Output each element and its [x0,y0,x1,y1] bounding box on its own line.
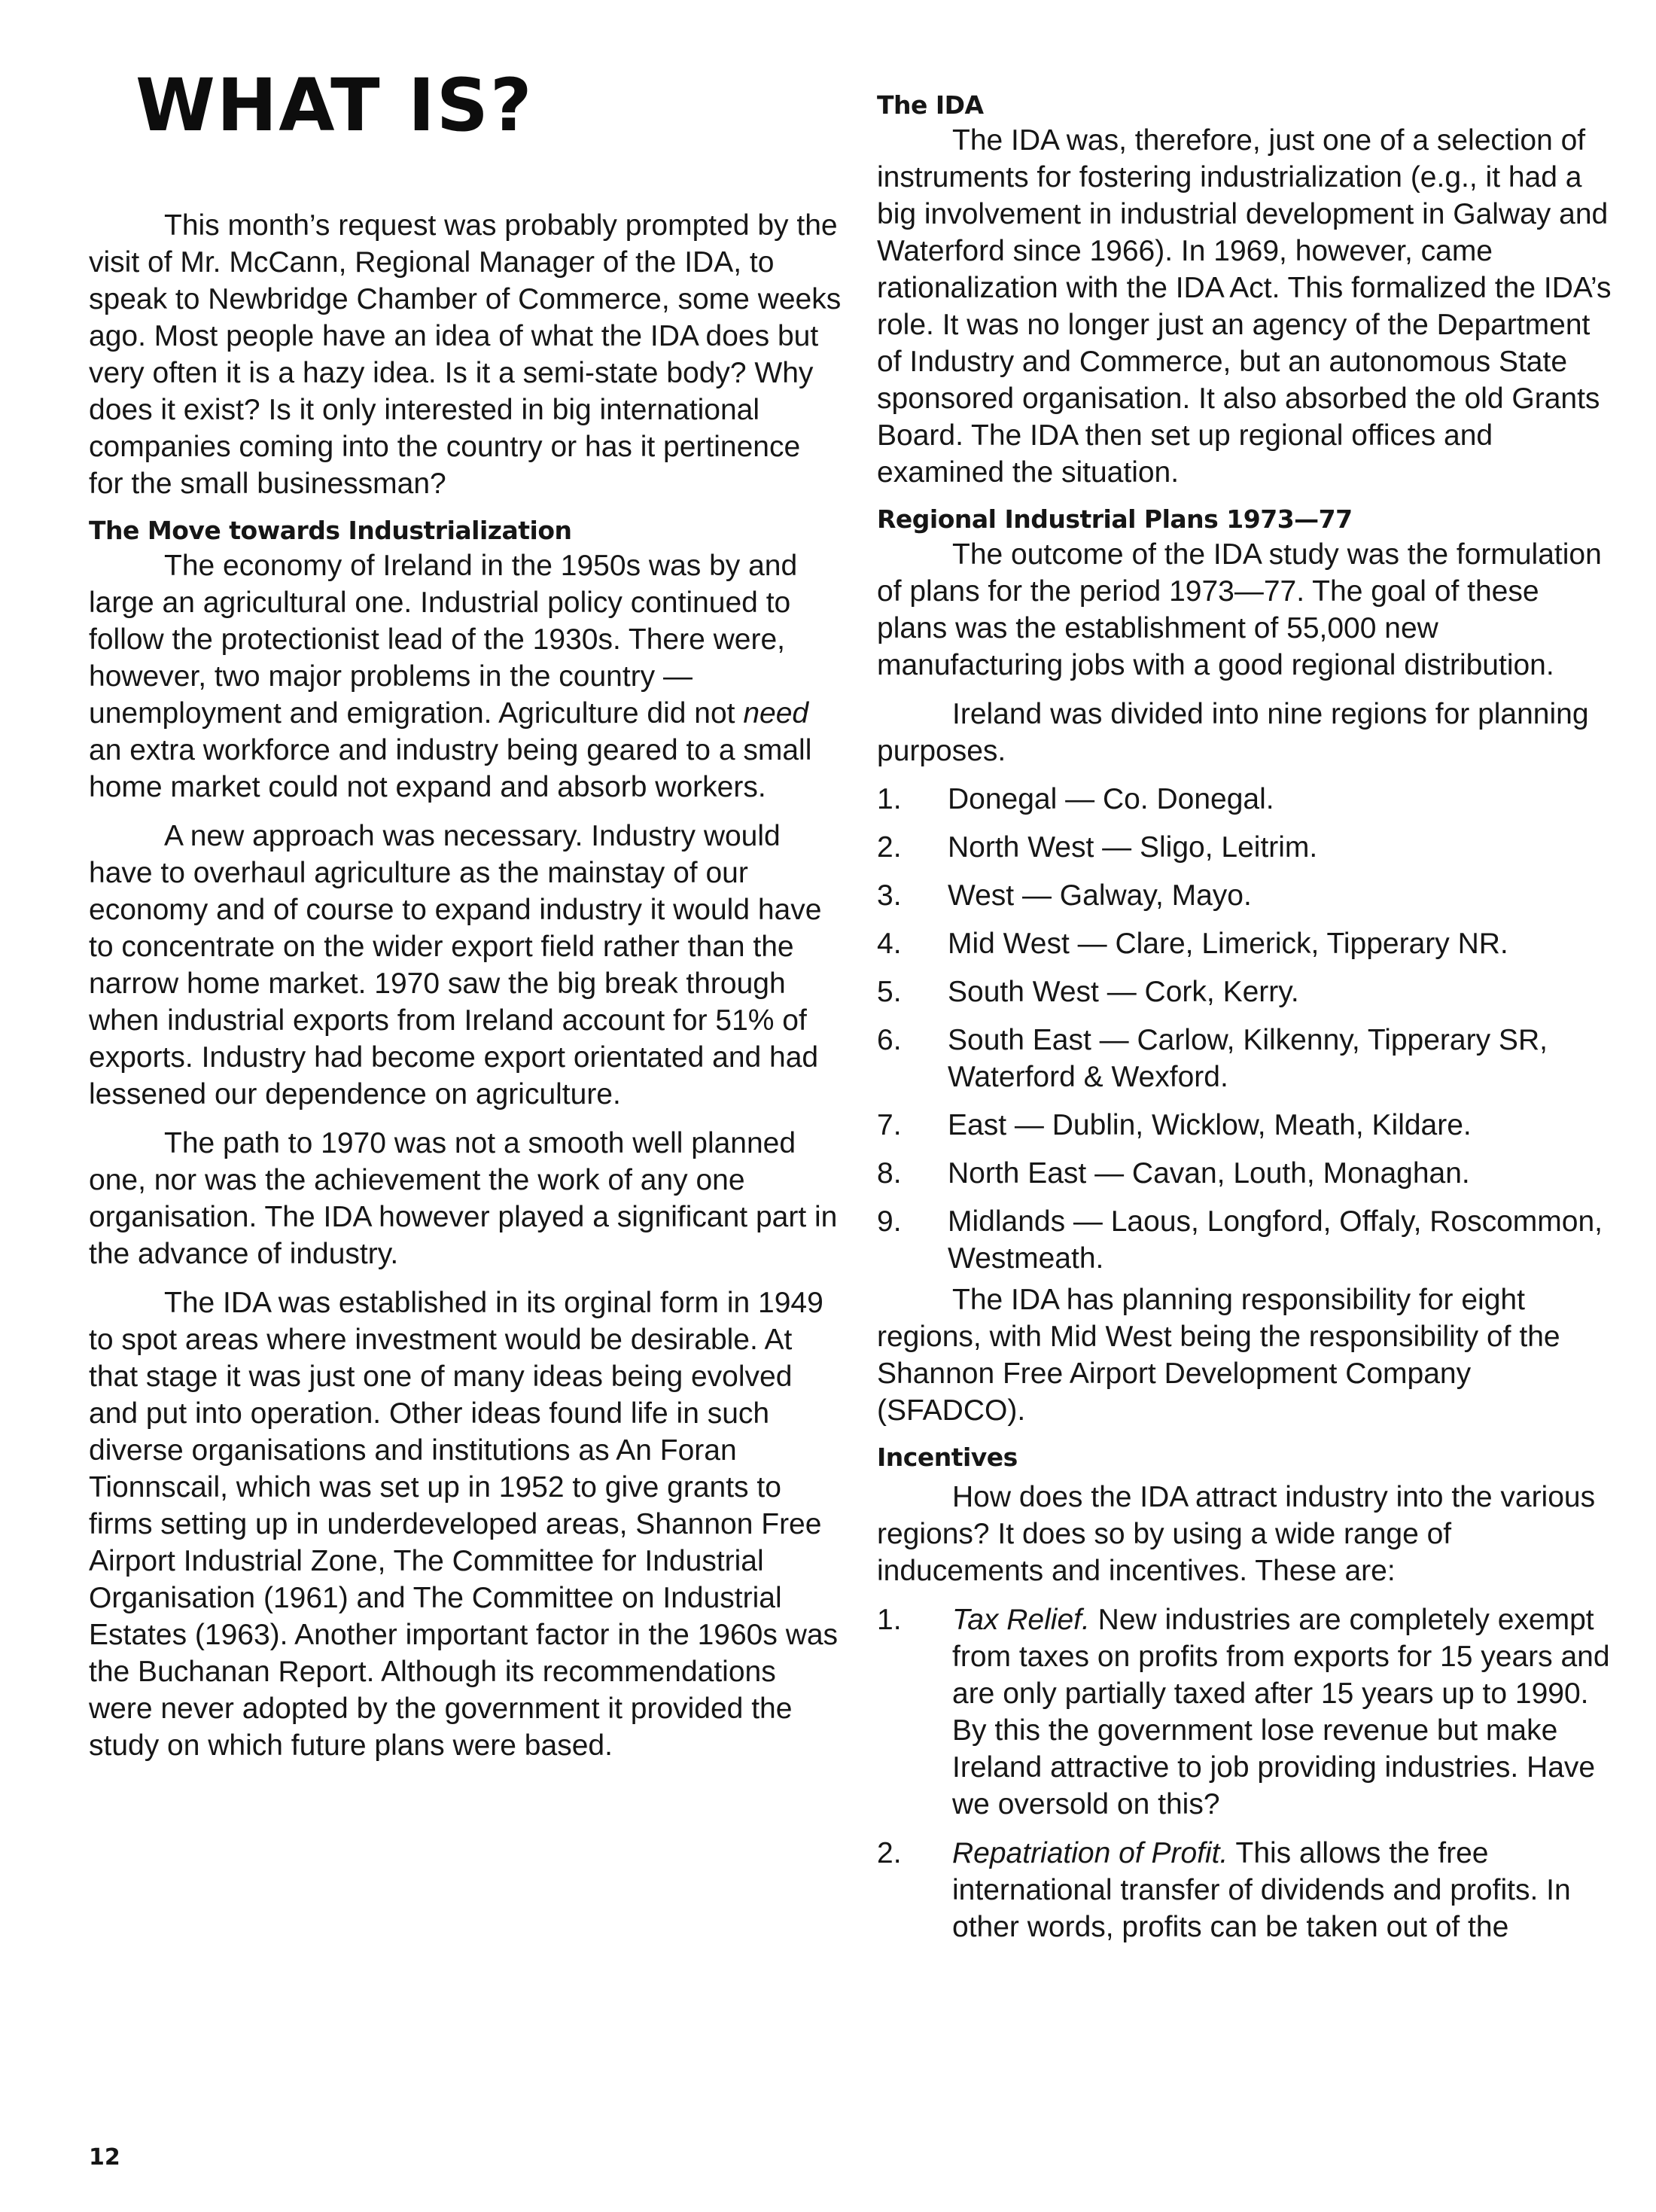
path-paragraph: The path to 1970 was not a smooth well planned one, nor was the achievement the work of any one organisation. The IDA however played a significant part in the advance of industry. [89,1127,838,1270]
right-column [877,89,1615,1945]
incentive-title: Tax Relief. [952,1604,1090,1636]
list-item: 4. Mid West — Clare, Limerick, Tipperary NR. [877,928,1508,960]
list-item: 1. Donegal — Co. Donegal. [877,783,1274,815]
outcome-paragraph: The outcome of the IDA study was the formulation of plans for the period 1973—77. The goal of these plans was the establishment of 55,000 new manufacturing jobs with a good regional distribution. [877,538,1602,681]
list-item: 9. Midlands — Laous, Longford, Offaly, Roscommon, Westmeath. [877,1205,1603,1275]
list-item: 3. West — Galway, Mayo. [877,879,1252,912]
ida-paragraph: The IDA was, therefore, just one of a selection of instruments for fostering industrialization (e.g., it had a big involvement in industrial development in Galway and Waterford since 1966). In 1969, however, came rationalization with the IDA Act. This formalized the IDA’s role. It was no longer just an agency of the Department of Industry and Commerce, but an autonomous State sponsored organisation. It also absorbed the old Grants Board. The IDA then set up regional offices and examined the situation. [877,124,1612,489]
divided-paragraph: Ireland was divided into nine regions for planning purposes. [877,698,1589,767]
approach-paragraph: A new approach was necessary. Industry would have to overhaul agriculture as the mainstay of our economy and of course to expand industry it would have to concentrate on the wider export field rather than the narrow home market. 1970 saw the big break through when industrial exports from Ireland account for 51% of exports. Industry had become export orientated and had lessened our dependence on agriculture. [89,820,822,1111]
incentive-text: New industries are completely exempt from taxes on profits from exports for 15 years and are only partially taxed after 15 years up to 1990. By this the government lose revenue but make Ireland attractive to job providing industries. Have we oversold on this? [952,1604,1610,1820]
heading-regional-plans: Regional Industrial Plans 1973—77 [877,504,1353,534]
page-number: 12 [89,2144,120,2171]
incentive-text: This allows the free international transfer of dividends and profits. In other words, profits can be taken out of the [952,1837,1571,1943]
economy-emphasis: need [743,697,809,730]
heading-move-towards-industrialization: The Move towards Industrialization [89,516,572,545]
economy-text-2: an extra workforce and industry being geared to a small home market could not expand and absorb workers. [89,734,812,803]
list-item: 5. South West — Cork, Kerry. [877,976,1299,1008]
incentive-title: Repatriation of Profit. [952,1837,1228,1869]
intro-paragraph: This month’s request was probably prompted by the visit of Mr. McCann, Regional Manager of the IDA, to speak to Newbridge Chamber of Commerce, some weeks ago. Most people have an idea of what the IDA does but very often it is a hazy idea. Is it a semi-state body? Why does it exist? Is it only interested in big international companies coming into the country or has it pertinence for the small businessman? [89,209,842,500]
economy-text-1: The economy of Ireland in the 1950s was by and large an agricultural one. Industrial policy continued to follow the protectionist lead of the 1930s. There were, however, two major problems in the country — unemployment and emigration. Agriculture did not [89,550,798,730]
list-item: 7. East — Dublin, Wicklow, Meath, Kildare. [877,1109,1472,1141]
attract-paragraph: How does the IDA attract industry into the various regions? It does so by using a wide range of inducements and incentives. These are: [877,1481,1596,1587]
responsibility-paragraph: The IDA has planning responsibility for eight regions, with Mid West being the responsibility of the Shannon Free Airport Development Company (SFADCO). [877,1284,1560,1427]
list-item: 8. North East — Cavan, Louth, Monaghan. [877,1157,1470,1190]
list-item: 6. South East — Carlow, Kilkenny, Tipperary SR, Waterford & Wexford. [877,1024,1548,1093]
left-column [89,207,842,1764]
economy-paragraph [89,547,842,806]
incentive-item: 1. Tax Relief. New industries are completely exempt from taxes on profits from exports for 15 years and are only partially taxed after 15 years up to 1990. By this the government lose revenue but make Ireland attractive to job providing industries. Have we oversold on this? [877,1604,1610,1820]
established-paragraph: The IDA was established in its orginal form in 1949 to spot areas where investment would be desirable. At that stage it was just one of many ideas being evolved and put into operation. Other ideas found life in such diverse organisations and institutions as An Foran Tionnscail, which was set up in 1952 to give grants to firms setting up in underdeveloped areas, Shannon Free Airport Industrial Zone, The Committee for Industrial Organisation (1961) and The Committee on Industrial Estates (1963). Another important factor in the 1960s was the Buchanan Report. Although its recommendations were never adopted by the government it provided the study on which future plans were based. [89,1287,839,1762]
heading-the-ida: The IDA [877,90,984,120]
list-item: 2. North West — Sligo, Leitrim. [877,831,1318,864]
regions-list [877,781,1615,1277]
incentive-item: 2. Repatriation of Profit. This allows the free international transfer of dividends and profits. In other words, profits can be taken out of the [877,1837,1571,1943]
heading-incentives: Incentives [877,1443,1018,1472]
page-title: WHAT IS? [135,63,534,148]
